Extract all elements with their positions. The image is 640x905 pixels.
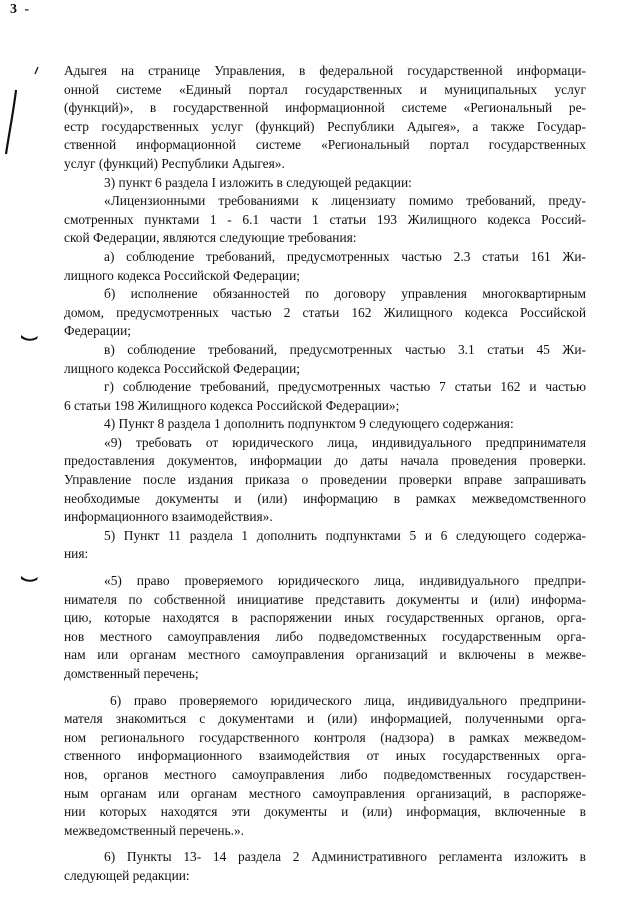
text-line: нам или органам местного самоуправления организаций и включены в межве- xyxy=(64,647,586,663)
text-line: «5) право проверяемого юридического лица, индивидуального предпри- xyxy=(104,573,586,589)
text-line: «Лицензионными требованиями к лицензиату помимо требований, преду- xyxy=(104,193,586,209)
text-line: 6) Пункты 13- 14 раздела 2 Административного регламента изложить в xyxy=(104,849,586,865)
margin-dot-mark xyxy=(32,66,42,76)
text-line: 6 статьи 198 Жилищного кодекса Российской Федерации»; xyxy=(64,397,400,413)
text-line: услуг (функций) Республики Адыгея». xyxy=(64,155,285,171)
text-line: межведомственный перечень.». xyxy=(64,822,244,838)
margin-stroke-mark xyxy=(2,88,22,158)
text-line: г) соблюдение требований, предусмотренных частью 7 статьи 162 и частью xyxy=(104,379,586,395)
text-line: естр государственных услуг (функций) Республики Адыгея», а также Государ- xyxy=(64,118,586,134)
text-line: нов, органов местного самоуправления либо подведомственных государствен- xyxy=(64,766,586,782)
text-line: лищного кодекса Российской Федерации; xyxy=(64,267,300,283)
text-line: ном регионального государственного контроля (надзора) в рамках межведом- xyxy=(64,729,586,745)
text-line: домственный перечень; xyxy=(64,666,199,681)
text-line: 6) право проверяемого юридического лица, индивидуального предприни- xyxy=(110,692,586,708)
page-number: 3 - xyxy=(10,2,32,17)
text-line: лищного кодекса Российской Федерации; xyxy=(64,360,300,376)
text-line: следующей редакции: xyxy=(64,867,190,883)
text-line: Адыгея на странице Управления, в федеральной государственной информаци- xyxy=(64,63,586,78)
text-line: мателя знакомиться с документами и (или) информацией, полученными орга- xyxy=(64,711,586,727)
punch-hole-mark-bottom xyxy=(20,574,40,584)
punch-hole-mark-top xyxy=(20,333,40,343)
text-line: ственного информационного взаимодействия от иных государственных орга- xyxy=(64,748,586,764)
text-line: в) соблюдение требований, предусмотренных частью 3.1 статьи 45 Жи- xyxy=(104,341,586,357)
text-line: необходимые документы и (или) информацию в рамках межведомственного xyxy=(64,490,586,506)
text-line: нии которых находятся эти документы и (или) информация, включенные в xyxy=(64,804,586,820)
document-body xyxy=(64,62,586,886)
text-line: «9) требовать от юридического лица, индивидуального предпринимателя xyxy=(104,434,586,450)
text-line: домом, предусмотренных частью 2 статьи 162 Жилищного кодекса Российской xyxy=(64,304,586,320)
text-line: Управление после издания приказа о проведении проверки вправе запрашивать xyxy=(64,472,586,488)
text-line: 4) Пункт 8 раздела 1 дополнить подпунктом 9 следующего содержания: xyxy=(104,416,514,432)
text-line: предоставления документов, информации до даты начала проведения проверки. xyxy=(64,453,586,469)
text-line: нимателя по собственной инициативе представить документы и (или) информа- xyxy=(64,591,586,607)
text-line: ным органам или органам местного самоуправления организаций, в распоряже- xyxy=(64,785,586,801)
text-line: смотренных пунктами 1 - 6.1 части 1 статьи 193 Жилищного кодекса Россий- xyxy=(64,211,586,227)
text-line: цию, которые находятся в распоряжении иных государственных органов, орга- xyxy=(64,610,586,626)
text-line: ственной информационной системе «Региональный портал государственных xyxy=(64,137,586,153)
text-line: 3) пункт 6 раздела I изложить в следующей редакции: xyxy=(104,174,412,190)
text-line: ской Федерации, являются следующие требования: xyxy=(64,230,357,246)
text-line: 5) Пункт 11 раздела 1 дополнить подпунктами 5 и 6 следующего содержа- xyxy=(104,527,586,543)
text-line: онной системе «Единый портал государственных и муниципальных услуг xyxy=(64,81,586,97)
text-line: б) исполнение обязанностей по договору управления многоквартирным xyxy=(104,286,586,302)
text-line: Федерации; xyxy=(64,323,131,339)
text-line: (функций)», в государственной информационной системе «Региональный ре- xyxy=(64,100,586,116)
text-line: информационного взаимодействия». xyxy=(64,509,273,525)
text-line: ния: xyxy=(64,546,89,562)
text-line: а) соблюдение требований, предусмотренных частью 2.3 статьи 161 Жи- xyxy=(104,248,586,264)
text-line: нов местного самоуправления либо подведомственных государственным орга- xyxy=(64,628,586,644)
